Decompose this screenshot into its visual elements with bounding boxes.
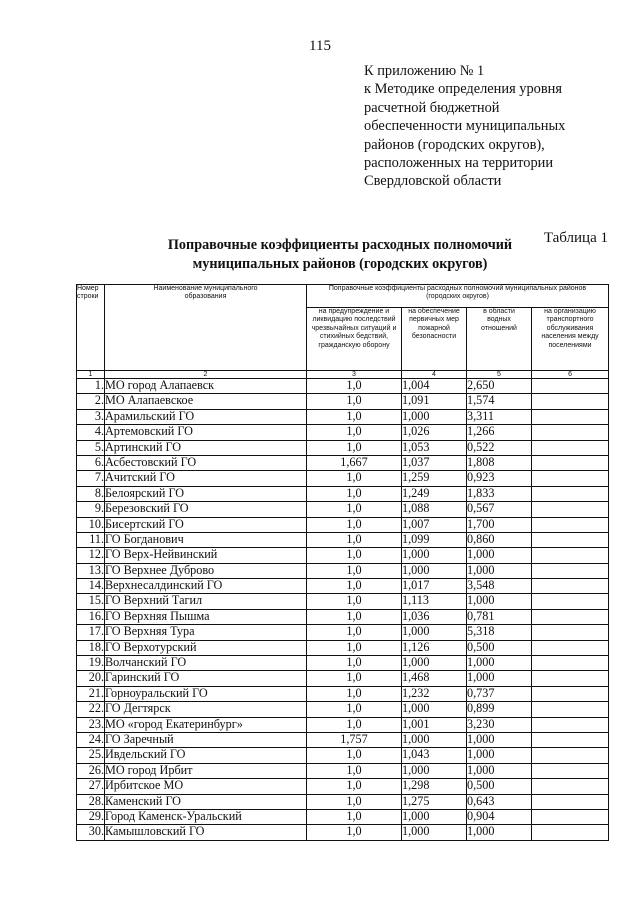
row-number: 22. (77, 702, 105, 717)
coefficient-water: 0,781 (467, 609, 532, 624)
coefficient-transport (532, 502, 609, 517)
coefficient-emergency: 1,0 (307, 394, 402, 409)
coefficient-water: 1,000 (467, 563, 532, 578)
coefficient-fire-safety: 1,017 (402, 579, 467, 594)
municipality-name: ГО Верхняя Тура (105, 625, 307, 640)
table-row (77, 671, 609, 686)
coefficient-transport (532, 809, 609, 824)
municipality-name: Гаринский ГО (105, 671, 307, 686)
header-name: Наименование муниципального образования (105, 285, 307, 371)
coefficient-transport (532, 455, 609, 470)
coefficient-water: 1,000 (467, 548, 532, 563)
coefficient-fire-safety: 1,259 (402, 471, 467, 486)
municipality-name: Арамильский ГО (105, 409, 307, 424)
table-row (77, 579, 609, 594)
coefficient-fire-safety: 1,053 (402, 440, 467, 455)
coefficient-transport (532, 594, 609, 609)
coefficient-fire-safety: 1,126 (402, 640, 467, 655)
column-number: 4 (402, 371, 467, 379)
coefficient-emergency: 1,0 (307, 779, 402, 794)
coefficient-water: 0,860 (467, 532, 532, 547)
coefficient-fire-safety: 1,007 (402, 517, 467, 532)
coefficient-water: 1,000 (467, 656, 532, 671)
coefficient-emergency: 1,0 (307, 440, 402, 455)
coefficient-transport (532, 686, 609, 701)
table-row (77, 486, 609, 501)
table-row (77, 656, 609, 671)
municipality-name: Ивдельский ГО (105, 748, 307, 763)
table-row (77, 779, 609, 794)
coefficient-water: 0,500 (467, 640, 532, 655)
coefficient-transport (532, 825, 609, 840)
coefficient-water: 1,000 (467, 825, 532, 840)
coefficient-fire-safety: 1,026 (402, 425, 467, 440)
coefficient-transport (532, 517, 609, 532)
coefficient-transport (532, 763, 609, 778)
coefficient-transport (532, 702, 609, 717)
coefficient-emergency: 1,0 (307, 409, 402, 424)
coefficient-water: 1,000 (467, 748, 532, 763)
table-row (77, 502, 609, 517)
row-number: 20. (77, 671, 105, 686)
coefficient-fire-safety: 1,099 (402, 532, 467, 547)
table-row (77, 686, 609, 701)
coefficient-water: 1,000 (467, 594, 532, 609)
coefficient-fire-safety: 1,000 (402, 702, 467, 717)
coefficient-emergency: 1,0 (307, 425, 402, 440)
municipality-name: МО город Ирбит (105, 763, 307, 778)
coefficient-water: 3,230 (467, 717, 532, 732)
municipality-name: Бисертский ГО (105, 517, 307, 532)
coefficient-transport (532, 779, 609, 794)
coefficient-transport (532, 394, 609, 409)
coefficient-transport (532, 717, 609, 732)
table-row (77, 425, 609, 440)
column-number: 5 (467, 371, 532, 379)
coefficient-fire-safety: 1,043 (402, 748, 467, 763)
row-number: 6. (77, 455, 105, 470)
coefficient-transport (532, 532, 609, 547)
header-coefficients-group: Поправочные коэффициенты расходных полномочий муниципальных районов (городских округов) (307, 285, 609, 308)
coefficient-water: 1,266 (467, 425, 532, 440)
header-col3: на предупреждение и ликвидацию последствий чрезвычайных ситуаций и стихийных бедствий, гражданскую оборону (307, 308, 402, 371)
coefficient-emergency: 1,0 (307, 548, 402, 563)
coefficient-emergency: 1,0 (307, 594, 402, 609)
municipality-name: Верхнесалдинский ГО (105, 579, 307, 594)
document-title (0, 236, 640, 274)
coefficient-fire-safety: 1,037 (402, 455, 467, 470)
coefficient-fire-safety: 1,249 (402, 486, 467, 501)
coefficient-emergency: 1,0 (307, 379, 402, 394)
municipality-name: Волчанский ГО (105, 656, 307, 671)
coefficient-fire-safety: 1,000 (402, 548, 467, 563)
row-number: 12. (77, 548, 105, 563)
coefficient-emergency: 1,0 (307, 809, 402, 824)
coefficient-emergency: 1,0 (307, 825, 402, 840)
coefficient-water: 5,318 (467, 625, 532, 640)
coefficient-transport (532, 748, 609, 763)
coefficient-fire-safety: 1,000 (402, 563, 467, 578)
coefficient-fire-safety: 1,036 (402, 609, 467, 624)
coefficient-fire-safety: 1,113 (402, 594, 467, 609)
coefficient-water: 0,522 (467, 440, 532, 455)
municipality-name: Асбестовский ГО (105, 455, 307, 470)
appendix-line: обеспеченности муниципальных (364, 118, 566, 135)
municipality-name: ГО Верхний Тагил (105, 594, 307, 609)
column-number-row (77, 371, 609, 379)
table-row (77, 763, 609, 778)
table-row (77, 394, 609, 409)
coefficient-water: 0,899 (467, 702, 532, 717)
row-number: 16. (77, 609, 105, 624)
coefficient-emergency: 1,0 (307, 794, 402, 809)
appendix-line: расчетной бюджетной (364, 99, 500, 116)
row-number: 11. (77, 532, 105, 547)
coefficient-transport (532, 579, 609, 594)
table-row (77, 732, 609, 747)
header-row-number: Номер строки (77, 285, 105, 371)
row-number: 3. (77, 409, 105, 424)
coefficient-water: 1,700 (467, 517, 532, 532)
municipality-name: Ачитский ГО (105, 471, 307, 486)
coefficient-water: 1,000 (467, 671, 532, 686)
appendix-line: районов (городских округов), (364, 136, 545, 153)
coefficient-emergency: 1,0 (307, 702, 402, 717)
municipality-name: ГО Верхняя Пышма (105, 609, 307, 624)
coefficient-transport (532, 379, 609, 394)
coefficient-water: 0,567 (467, 502, 532, 517)
coefficients-table (76, 284, 609, 841)
coefficient-transport (532, 625, 609, 640)
table-row (77, 440, 609, 455)
table-row (77, 517, 609, 532)
coefficient-emergency: 1,0 (307, 656, 402, 671)
coefficient-transport (532, 409, 609, 424)
row-number: 5. (77, 440, 105, 455)
table-row (77, 748, 609, 763)
table-row (77, 594, 609, 609)
municipality-name: ГО Заречный (105, 732, 307, 747)
page-number: 115 (309, 38, 331, 54)
coefficient-emergency: 1,0 (307, 640, 402, 655)
municipality-name: Город Каменск-Уральский (105, 809, 307, 824)
column-number: 6 (532, 371, 609, 379)
municipality-name: Каменский ГО (105, 794, 307, 809)
table-row (77, 717, 609, 732)
table-row (77, 809, 609, 824)
coefficient-emergency: 1,0 (307, 471, 402, 486)
coefficient-fire-safety: 1,000 (402, 809, 467, 824)
municipality-name: МО Алапаевское (105, 394, 307, 409)
table-body (77, 379, 609, 841)
table-row (77, 548, 609, 563)
coefficient-fire-safety: 1,000 (402, 763, 467, 778)
table-row (77, 532, 609, 547)
coefficient-emergency: 1,0 (307, 748, 402, 763)
coefficient-fire-safety: 1,088 (402, 502, 467, 517)
row-number: 17. (77, 625, 105, 640)
appendix-line: к Методике определения уровня (364, 81, 562, 98)
coefficient-fire-safety: 1,004 (402, 379, 467, 394)
table-row (77, 609, 609, 624)
municipality-name: Белоярский ГО (105, 486, 307, 501)
municipality-name: МО город Алапаевск (105, 379, 307, 394)
table-row (77, 794, 609, 809)
coefficient-transport (532, 486, 609, 501)
table-row (77, 471, 609, 486)
table-row (77, 563, 609, 578)
row-number: 26. (77, 763, 105, 778)
coefficient-fire-safety: 1,000 (402, 656, 467, 671)
coefficient-water: 1,808 (467, 455, 532, 470)
table-row (77, 825, 609, 840)
row-number: 25. (77, 748, 105, 763)
municipality-name: ГО Верхнее Дуброво (105, 563, 307, 578)
coefficient-transport (532, 794, 609, 809)
coefficient-transport (532, 671, 609, 686)
row-number: 28. (77, 794, 105, 809)
table-row (77, 379, 609, 394)
municipality-name: ГО Верх-Нейвинский (105, 548, 307, 563)
coefficient-emergency: 1,757 (307, 732, 402, 747)
header-col5: в области водных отношений (467, 308, 532, 371)
coefficient-emergency: 1,0 (307, 671, 402, 686)
coefficient-emergency: 1,0 (307, 532, 402, 547)
row-number: 21. (77, 686, 105, 701)
coefficient-water: 3,311 (467, 409, 532, 424)
column-number: 1 (77, 371, 105, 379)
municipality-name: Артинский ГО (105, 440, 307, 455)
table-label: Таблица 1 (543, 230, 608, 246)
municipality-name: МО «город Екатеринбург» (105, 717, 307, 732)
appendix-line: Свердловской области (364, 173, 502, 190)
row-number: 18. (77, 640, 105, 655)
coefficient-emergency: 1,0 (307, 717, 402, 732)
coefficient-fire-safety: 1,091 (402, 394, 467, 409)
coefficient-water: 1,574 (467, 394, 532, 409)
coefficient-emergency: 1,667 (307, 455, 402, 470)
coefficient-emergency: 1,0 (307, 563, 402, 578)
coefficient-fire-safety: 1,000 (402, 732, 467, 747)
row-number: 9. (77, 502, 105, 517)
coefficient-water: 0,904 (467, 809, 532, 824)
coefficient-fire-safety: 1,000 (402, 409, 467, 424)
row-number: 4. (77, 425, 105, 440)
appendix-line: расположенных на территории (364, 155, 554, 172)
column-number: 2 (105, 371, 307, 379)
row-number: 30. (77, 825, 105, 840)
header-col6: на организацию транспортного обслуживания населения между поселениями (532, 308, 609, 371)
coefficient-water: 1,000 (467, 763, 532, 778)
coefficient-water: 0,923 (467, 471, 532, 486)
appendix-line: К приложению № 1 (364, 63, 485, 79)
row-number: 10. (77, 517, 105, 532)
row-number: 14. (77, 579, 105, 594)
coefficient-emergency: 1,0 (307, 625, 402, 640)
coefficient-transport (532, 548, 609, 563)
coefficient-transport (532, 425, 609, 440)
table-row (77, 702, 609, 717)
coefficient-fire-safety: 1,000 (402, 825, 467, 840)
coefficient-emergency: 1,0 (307, 609, 402, 624)
coefficient-transport (532, 640, 609, 655)
row-number: 24. (77, 732, 105, 747)
coefficient-fire-safety: 1,468 (402, 671, 467, 686)
row-number: 7. (77, 471, 105, 486)
municipality-name: Ирбитское МО (105, 779, 307, 794)
coefficient-transport (532, 471, 609, 486)
column-number: 3 (307, 371, 402, 379)
row-number: 19. (77, 656, 105, 671)
municipality-name: Камышловский ГО (105, 825, 307, 840)
coefficient-water: 1,833 (467, 486, 532, 501)
coefficient-transport (532, 563, 609, 578)
coefficient-transport (532, 440, 609, 455)
coefficient-emergency: 1,0 (307, 502, 402, 517)
coefficient-emergency: 1,0 (307, 686, 402, 701)
table-row (77, 455, 609, 470)
row-number: 1. (77, 379, 105, 394)
row-number: 23. (77, 717, 105, 732)
municipality-name: ГО Дегтярск (105, 702, 307, 717)
coefficient-fire-safety: 1,298 (402, 779, 467, 794)
coefficient-water: 2,650 (467, 379, 532, 394)
coefficient-water: 0,737 (467, 686, 532, 701)
table-row (77, 625, 609, 640)
municipality-name: Горноуральский ГО (105, 686, 307, 701)
header-col4: на обеспечение первичных мер пожарной безопасности (402, 308, 467, 371)
coefficient-emergency: 1,0 (307, 579, 402, 594)
coefficient-water: 1,000 (467, 732, 532, 747)
coefficient-transport (532, 732, 609, 747)
coefficient-transport (532, 609, 609, 624)
coefficient-fire-safety: 1,000 (402, 625, 467, 640)
coefficient-fire-safety: 1,001 (402, 717, 467, 732)
row-number: 27. (77, 779, 105, 794)
coefficient-fire-safety: 1,275 (402, 794, 467, 809)
coefficient-transport (532, 656, 609, 671)
coefficient-fire-safety: 1,232 (402, 686, 467, 701)
coefficient-water: 3,548 (467, 579, 532, 594)
coefficient-emergency: 1,0 (307, 517, 402, 532)
row-number: 13. (77, 563, 105, 578)
table-row (77, 640, 609, 655)
row-number: 8. (77, 486, 105, 501)
coefficient-emergency: 1,0 (307, 763, 402, 778)
row-number: 15. (77, 594, 105, 609)
title-line: муниципальных районов (городских округов) (192, 256, 488, 272)
coefficient-water: 0,500 (467, 779, 532, 794)
coefficient-emergency: 1,0 (307, 486, 402, 501)
row-number: 2. (77, 394, 105, 409)
coefficient-water: 0,643 (467, 794, 532, 809)
municipality-name: ГО Верхотурский (105, 640, 307, 655)
municipality-name: ГО Богданович (105, 532, 307, 547)
appendix-reference (364, 62, 624, 191)
row-number: 29. (77, 809, 105, 824)
table-row (77, 409, 609, 424)
municipality-name: Березовский ГО (105, 502, 307, 517)
title-line: Поправочные коэффициенты расходных полномочий (167, 237, 513, 253)
municipality-name: Артемовский ГО (105, 425, 307, 440)
